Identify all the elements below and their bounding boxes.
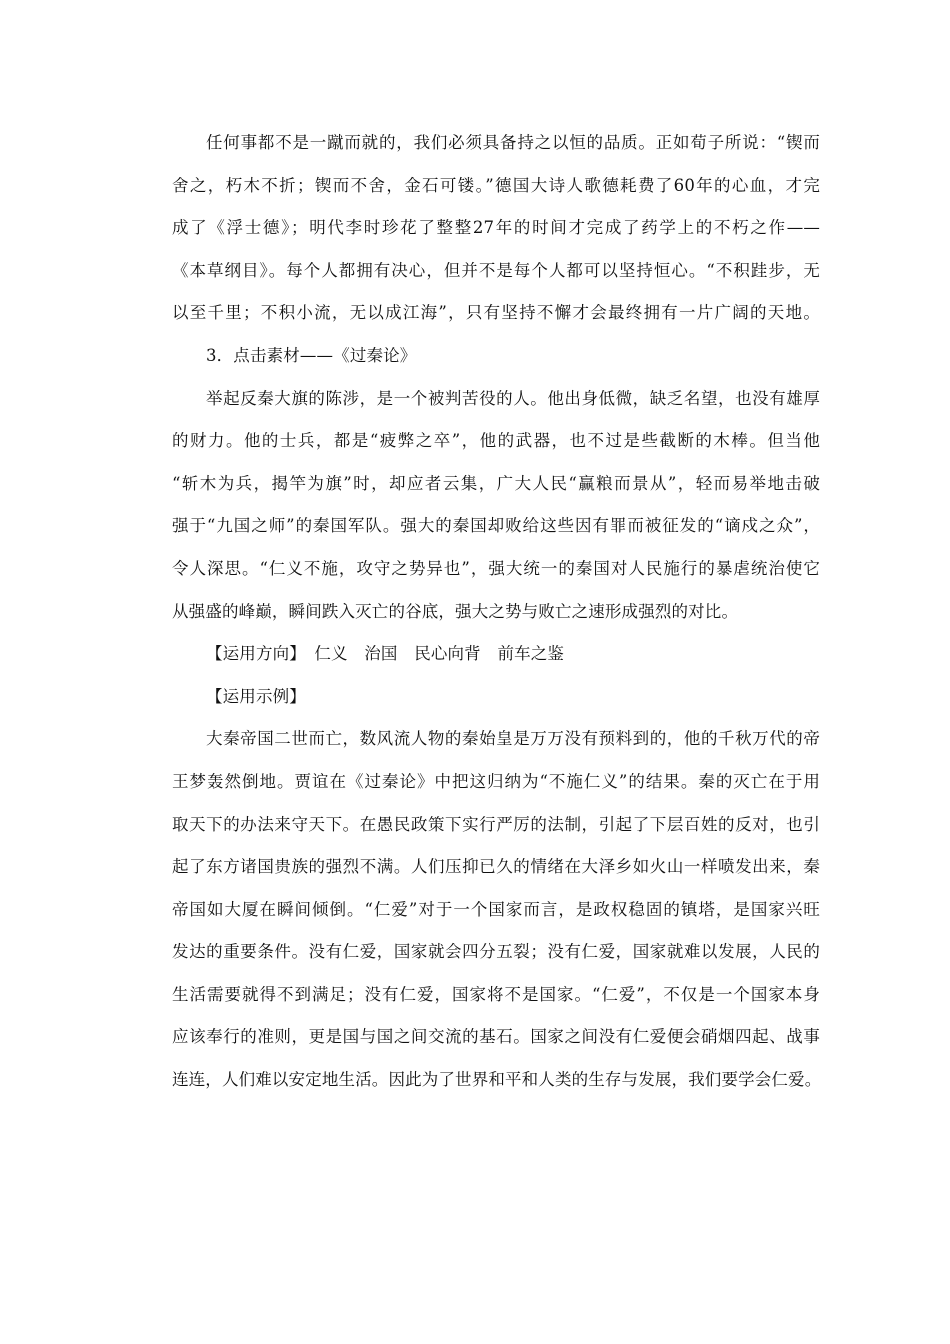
- usage-example-label: 【运用示例】: [206, 686, 306, 706]
- paragraph-qin-empire: [172, 718, 820, 1101]
- paragraph-line: 举起反秦大旗的陈涉，是一个被判苦役的人。他出身低微，缺乏名望，也没有雄厚: [206, 388, 820, 408]
- usage-direction-terms: 仁义 治国 民心向背 前车之鉴: [314, 644, 565, 664]
- section-heading: 3．点击素材——《过秦论》: [206, 345, 417, 365]
- paragraph-line: 成了《浮士德》；明代李时珍花了整整27年的时间才完成了药学上的不朽之作——: [172, 218, 820, 238]
- paragraph-line: 应该奉行的准则，更是国与国之间交流的基石。国家之间没有仁爱便会硝烟四起、战事: [172, 1027, 820, 1047]
- paragraph-line: 生活需要就得不到满足；没有仁爱，国家将不是国家。“仁爱”，不仅是一个国家本身: [172, 984, 820, 1004]
- paragraph-line: “斩木为兵，揭竿为旗”时，却应者云集，广大人民“赢粮而景从”，轻而易举地击破: [172, 473, 820, 493]
- paragraph-line: 从强盛的峰巅，瞬间跌入灭亡的谷底，强大之势与败亡之速形成强烈的对比。: [172, 601, 739, 621]
- paragraph-line: 舍之，朽木不折；锲而不舍，金石可镂。”德国大诗人歌德耗费了60年的心血，才完: [172, 175, 820, 195]
- paragraph-line: 帝国如大厦在瞬间倾倒。“仁爱”对于一个国家而言，是政权稳固的镇塔，是国家兴旺: [172, 899, 820, 919]
- paragraph-line: 王梦轰然倒地。贾谊在《过秦论》中把这归纳为“不施仁义”的结果。秦的灭亡在于用: [172, 771, 820, 791]
- paragraph-line: 连连，人们难以安定地生活。因此为了世界和平和人类的生存与发展，我们要学会仁爱。: [172, 1070, 822, 1090]
- document-body: [172, 122, 820, 1102]
- paragraph-perseverance: [172, 122, 820, 335]
- paragraph-line: 《本草纲目》。每个人都拥有决心，但并不是每个人都可以坚持恒心。“不积跬步，无: [172, 260, 820, 280]
- paragraph-line: 任何事都不是一蹴而就的，我们必须具备持之以恒的品质。正如荀子所说：“锲而: [206, 133, 820, 152]
- paragraph-line: 以至千里；不积小流，无以成江海”，只有坚持不懈才会最终拥有一片广阔的天地。: [172, 303, 820, 323]
- paragraph-line: 发达的重要条件。没有仁爱，国家就会四分五裂；没有仁爱，国家就难以发展，人民的: [172, 942, 820, 962]
- paragraph-line: 大秦帝国二世而亡，数风流人物的秦始皇是万万没有预料到的，他的千秋万代的帝: [206, 729, 820, 749]
- paragraph-chen-she: [172, 378, 820, 634]
- paragraph-line: 起了东方诸国贵族的强烈不满。人们压抑已久的情绪在大泽乡如火山一样喷发出来，秦: [172, 857, 820, 877]
- paragraph-line: 取天下的办法来守天下。在愚民政策下实行严厉的法制，引起了下层百姓的反对，也引: [172, 814, 820, 834]
- usage-direction-label: 【运用方向】: [206, 644, 298, 664]
- paragraph-line: 令人深思。“仁义不施，攻守之势异也”，强大统一的秦国对人民施行的暴虐统治使它: [172, 558, 820, 578]
- paragraph-line: 强于“九国之师”的秦国军队。强大的秦国却败给这些因有罪而被征发的“谪戍之众”，: [172, 516, 820, 536]
- usage-direction: [172, 633, 820, 676]
- paragraph-line: 的财力。他的士兵，都是“疲弊之卒”，他的武器，也不过是些截断的木棒。但当他: [172, 431, 820, 451]
